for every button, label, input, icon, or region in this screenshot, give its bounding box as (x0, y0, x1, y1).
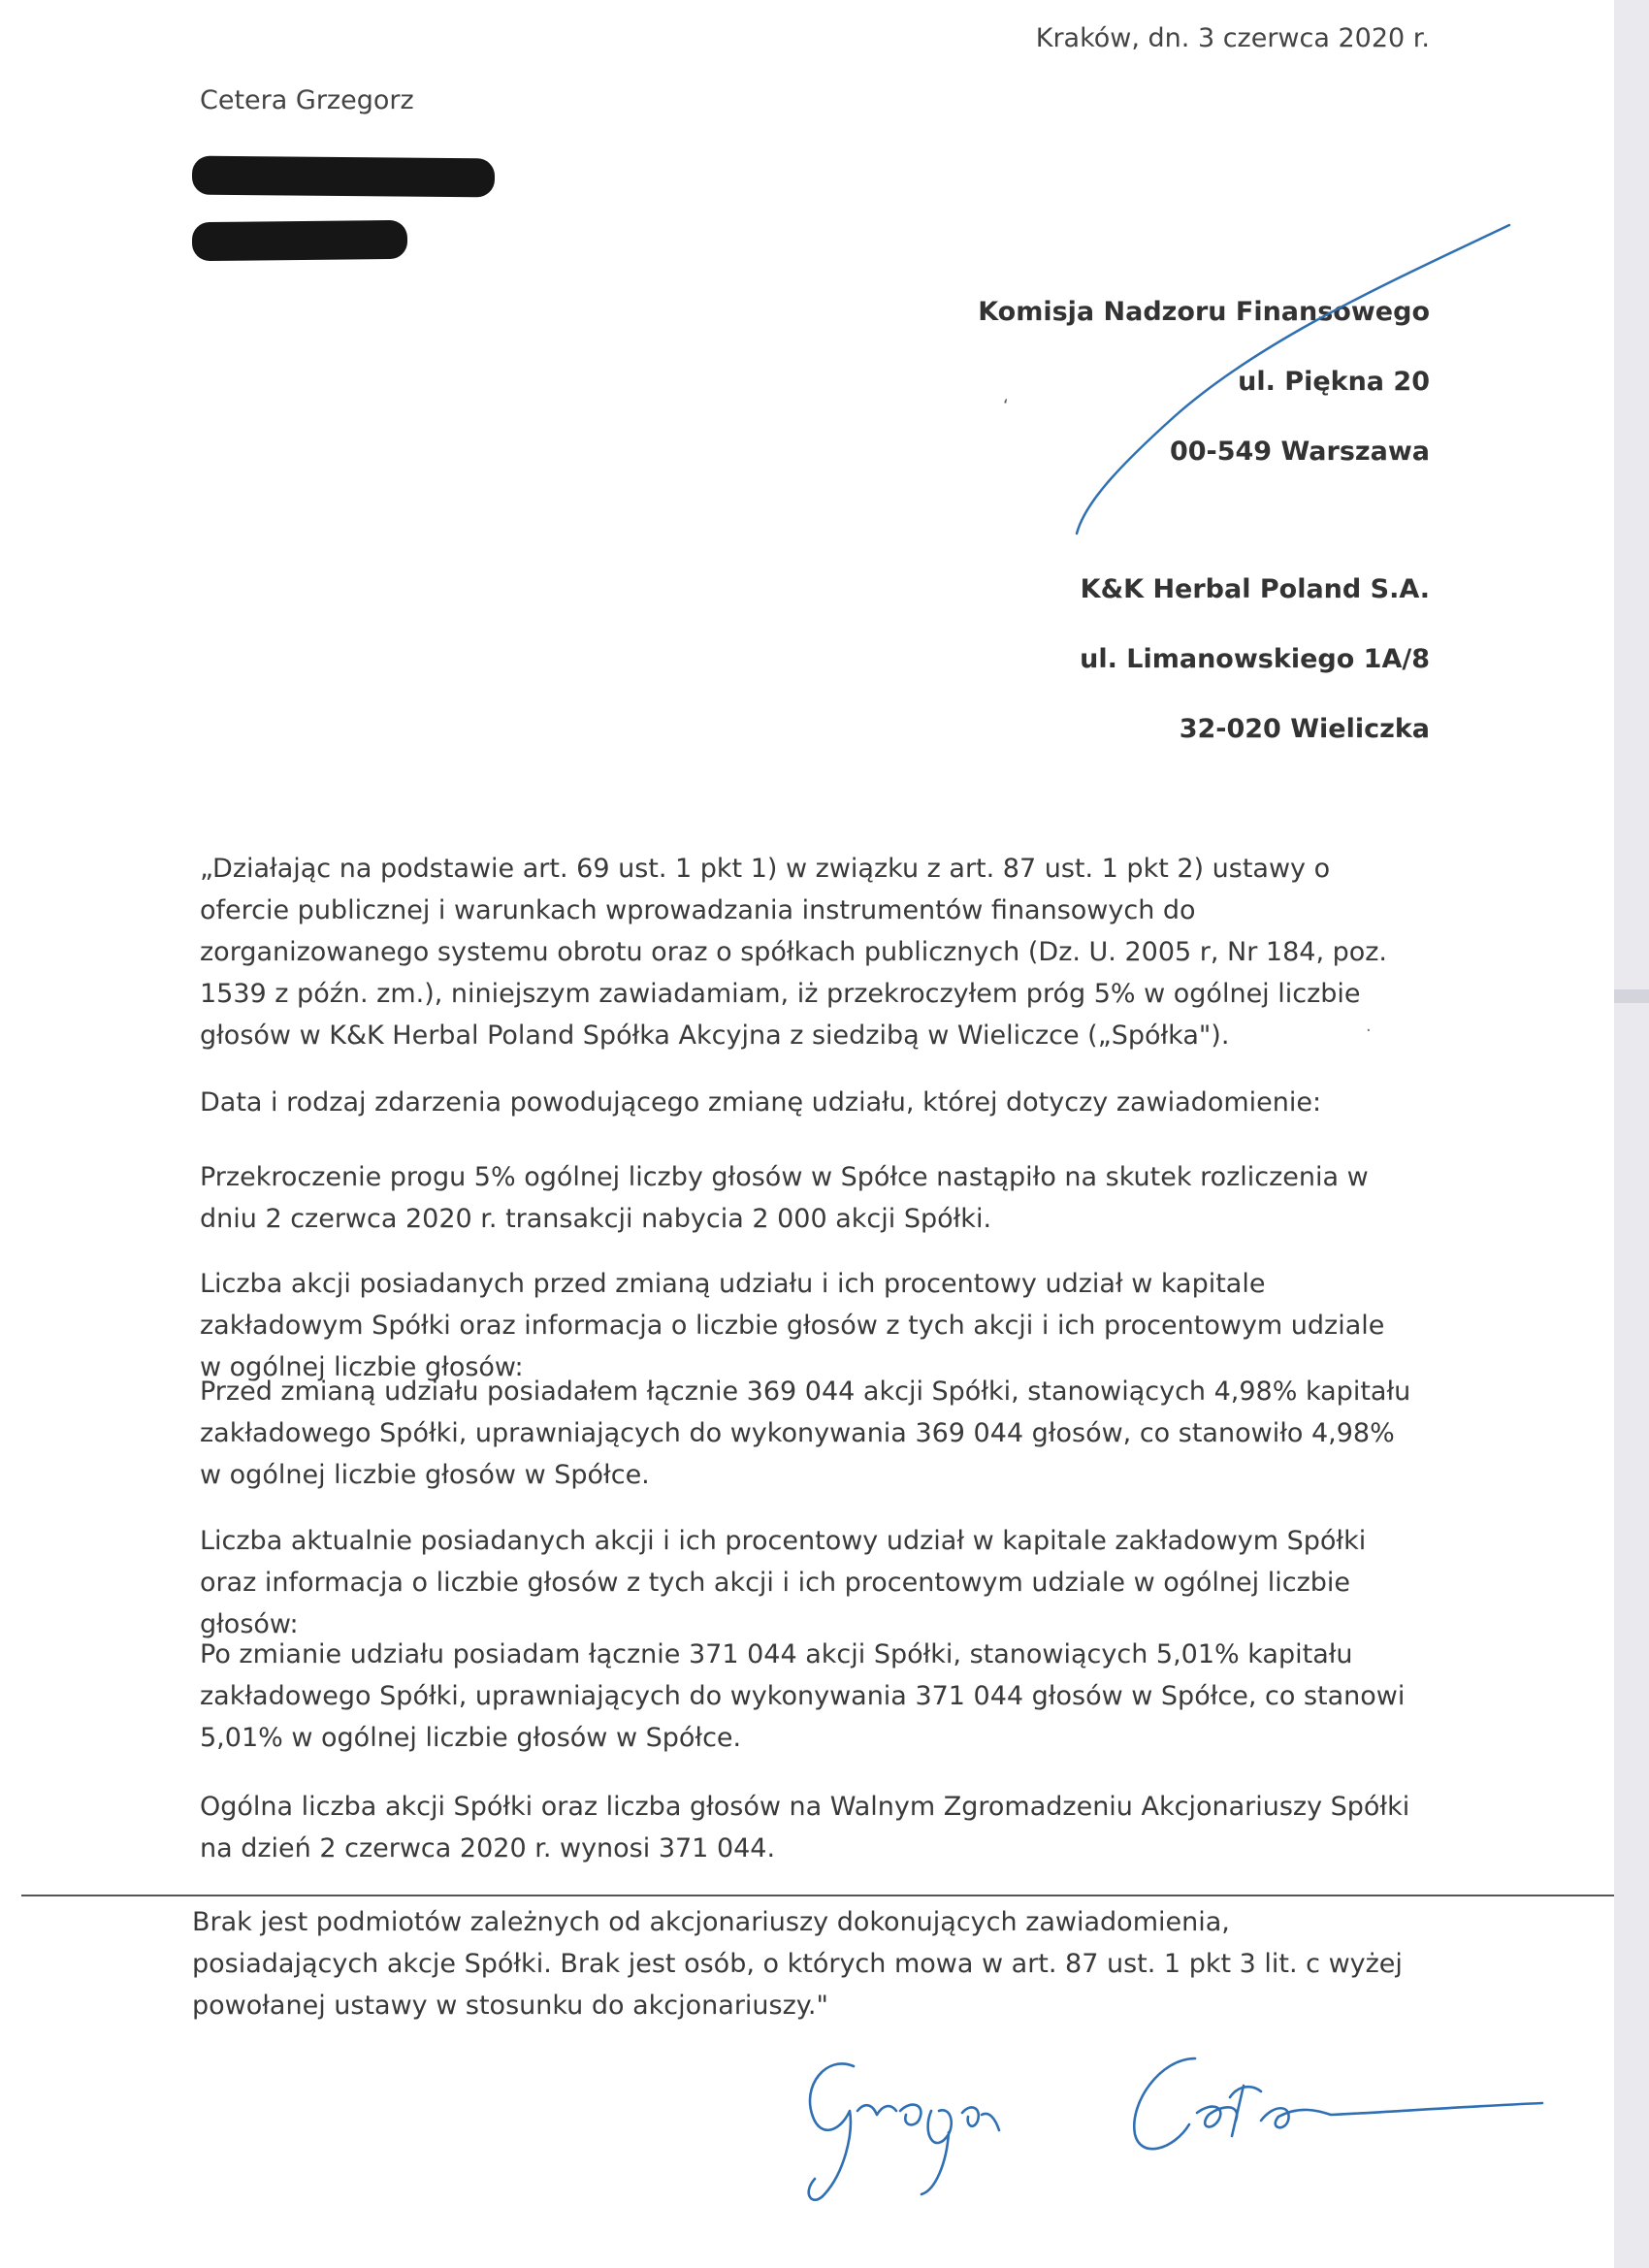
recipient-1-city: 00-549 Warszawa (1169, 437, 1430, 467)
page-fold-line (21, 1895, 1614, 1896)
recipient-2-city: 32-020 Wieliczka (1179, 714, 1430, 744)
recipient-1-street: ul. Piękna 20 (1238, 367, 1430, 397)
recipient-2-name: K&K Herbal Poland S.A. (1080, 574, 1430, 604)
paragraph-current-heading: Liczba aktualnie posiadanych akcji i ich procentowy udział w kapitale zakładowym Spółki oraz informacja o liczbie głosów z tych akcji i ich procentowym udziale w ogólnej liczbie głosów: (200, 1526, 1367, 1639)
paragraph-before-heading: Liczba akcji posiadanych przed zmianą udziału i ich procentowy udział w kapitale zakładowym Spółki oraz informacja o liczbie głosów z tych akcji i ich procentowym udziale w ogólnej liczbie głosów: (200, 1269, 1385, 1382)
paragraph-before: Przed zmianą udziału posiadałem łącznie 369 044 akcji Spółki, stanowiących 4,98% kapitału zakładowego Spółki, uprawniających do wykonywania 369 044 głosów, co stanowiło 4,98% w ogólnej liczbie głosów w Spółce. (200, 1377, 1411, 1490)
paragraph-event: Przekroczenie progu 5% ogólnej liczby głosów w Spółce nastąpiło na skutek rozliczenia w dniu 2 czerwca 2020 r. transakcji nabycia 2 000 akcji Spółki. (200, 1162, 1369, 1234)
stray-mark: ʻ (1003, 396, 1009, 416)
paragraph-total: Ogólna liczba akcji Spółki oraz liczba głosów na Walnym Zgromadzeniu Akcjonariuszy Spółki na dzień 2 czerwca 2020 r. wynosi 371 044. (200, 1792, 1410, 1863)
paper-edge (1614, 0, 1649, 2268)
recipient-2-street: ul. Limanowskiego 1A/8 (1080, 644, 1430, 674)
paragraph-current: Po zmianie udziału posiadam łącznie 371 044 akcji Spółki, stanowiących 5,01% kapitału zakładowego Spółki, uprawniających do wykonywania 371 044 głosów w Spółce, co stanowi 5,01% w ogólnej liczbie głosów w Spółce. (200, 1639, 1406, 1753)
recipient-1-name: Komisja Nadzoru Finansowego (978, 297, 1430, 327)
redaction-bar (192, 220, 407, 261)
paper-fold-shadow (1614, 989, 1649, 1003)
speck: · (1366, 1021, 1372, 1041)
letter-date: Kraków, dn. 3 czerwca 2020 r. (1035, 23, 1430, 53)
paragraph-subsidiaries: Brak jest podmiotów zależnych od akcjonariuszy dokonujących zawiadomienia, posiadających akcje Spółki. Brak jest osób, o których mowa w art. 87 ust. 1 pkt 3 lit. c wyżej powołanej ustawy w stosunku do akcjonariuszy." (192, 1907, 1403, 2021)
sender-name: Cetera Grzegorz (200, 85, 414, 115)
paragraph-notification: „Działając na podstawie art. 69 ust. 1 pkt 1) w związku z art. 87 ust. 1 pkt 2) ustawy o ofercie publicznej i warunkach wprowadzania instrumentów finansowych do zorganizowanego systemu obrotu oraz o spółkach publicznych (Dz. U. 2005 r, Nr 184, poz. 1539 z późn. zm.), niniejszym zawiadamiam, iż przekroczyłem próg 5% w ogólnej liczbie głosów w K&K Herbal Poland Spółka Akcyjna z siedzibą w Wieliczce („Spółka"). (200, 854, 1388, 1051)
signature (809, 2058, 1542, 2200)
paragraph-event-heading: Data i rodzaj zdarzenia powodującego zmianę udziału, której dotyczy zawiadomienie: (200, 1087, 1322, 1118)
redaction-bar (192, 156, 495, 198)
